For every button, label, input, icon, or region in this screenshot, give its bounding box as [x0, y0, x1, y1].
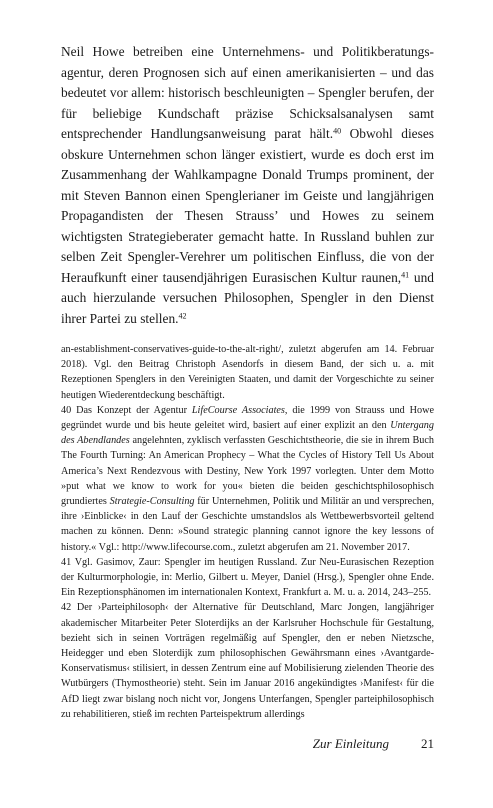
- footnote-40-italic-strategie: Strategie-Consulting: [109, 496, 195, 508]
- main-text: [61, 42, 434, 329]
- footnote-39-continued: an-establishment-conservatives-guide-to-the-alt-right/, zuletzt abgerufen am 14. Februar 2018). Vgl. den Beitrag Christoph Asendorfs in diesem Band, der sich u. a. mit Rezeptionen Spenglers in den Vereinigten Staaten, und damit der Vorgeschichte zu seiner heutigen Wiederentdeckung beschäftigt.: [61, 344, 434, 401]
- body-text-part-1: Neil Howe betreiben eine Unternehmens- und Politikberatungsagentur, deren Prognosen sich auf einen amerikanisierten – und das bedeutet vor allem: historisch beschleunigten – Spengler berufen, der für beliebige Kundschaft präzise Schicksalsanalysen samt entsprechender Handlungsanweisung parat hält.: [61, 44, 434, 141]
- footnote-40-italic-untergang: Untergang des Abendlandes: [61, 420, 434, 447]
- footnote-40-italic-lifecourse: LifeCourse Associates: [191, 404, 285, 416]
- footnote-40-text-d: für Unternehmen, Politik und Militär an und versprechen, ihre ›Einblicke‹ in den Lauf der Geschichte umstandslos als Wettbewerbsvorteil geltend machen zu können. Denn: »Sound strategic planning cannot ignore the key lessons of history.« Vgl.: http://www.lifecourse.com., zuletzt abgerufen am 21. November 2017.: [61, 496, 434, 553]
- footnote-40: [61, 403, 434, 555]
- page-number: 21: [421, 736, 434, 751]
- footnote-41: 41 Vgl. Gasimov, Zaur: Spengler im heutigen Russland. Zur Neu-Eurasischen Rezeption der Kulturmorphologie, in: Merlio, Gilbert u. Meyer, Daniel (Hrsg.), Spengler ohne Ende. Ein Rezeptionsphänomen im internationalen Kontext, Frankfurt a. M. u. a. 2014, 243–255.: [61, 556, 434, 599]
- footnote-ref-41[interactable]: 41: [401, 270, 410, 280]
- footnotes: [61, 342, 434, 722]
- running-head: Zur Einleitung: [312, 736, 389, 751]
- footnote-40-text-b: , die 1999 von Strauss und Howe gegründet wurde und bis heute geleitet wird, basiert auf einer explizit an den: [61, 404, 435, 432]
- body-text-part-2: Obwohl dieses obskure Unternehmen schon länger existiert, wurde es doch erst im Zusammenhang der Wahlkampagne Donald Trumps prominent, der mit Steven Bannon einen Spenglerianer im Geiste und langjährigen Propagandisten der Thesen Strauss’ und Howes zu seinem wichtigsten Strategieberater gemacht hatte. In Russland buhlen zur selben Zeit Spengler-Verehrer um politischen Einfluss, die von der Heraufkunft einer tausendjährigen Eurasischen Kultur raunen,: [61, 126, 434, 285]
- body-text-part-3: und auch hierzulande versuchen Philosophen, Spengler in den Dienst ihrer Partei zu stellen.: [61, 269, 435, 326]
- footnote-ref-42[interactable]: 42: [178, 311, 187, 321]
- footnote-40-text-c: angelehnten, zyklisch verfassten Geschichtstheorie, die sie in ihrem Buch The Fourth Turning: An American Prophecy – What the Cycles of History Tell Us About America’s Next Rendezvous with Destiny, New York 1997 vorlegten. Unter dem Motto »put what we know to work for you« bieten die beiden geschichtsphilosophisch grundiertes: [61, 435, 434, 508]
- footnote-42: 42 Der ›Parteiphilosoph‹ der Alternative für Deutschland, Marc Jongen, langjähriger akademischer Mitarbeiter Peter Sloterdijks an der Karlsruher Hochschule für Gestaltung, bezieht sich in seinen Vorträgen regelmäßig auf Spengler, den er neben Nietzsche, Heidegger und eben Sloterdijk zum philosophischen Gewährsmann eines ›Avantgarde-Konservatismus‹ stilisiert, in dessen Zentrum eine auf Mobilisierung zielenden Theorie des Wutbürgers (Thymostheorie) steht. Sein im Januar 2016 angekündigtes ›Manifest‹ für die AfD liegt zwar bislang noch nicht vor, Jongens Unterfangen, Spengler parteiphilosophisch zu rehabilitieren, stieß im rechten Parteispektrum allerdings: [61, 602, 434, 720]
- footnote-ref-40[interactable]: 40: [333, 126, 342, 136]
- body-paragraph: [61, 42, 434, 329]
- footnote-40-text-a: 40 Das Konzept der Agentur: [61, 404, 192, 416]
